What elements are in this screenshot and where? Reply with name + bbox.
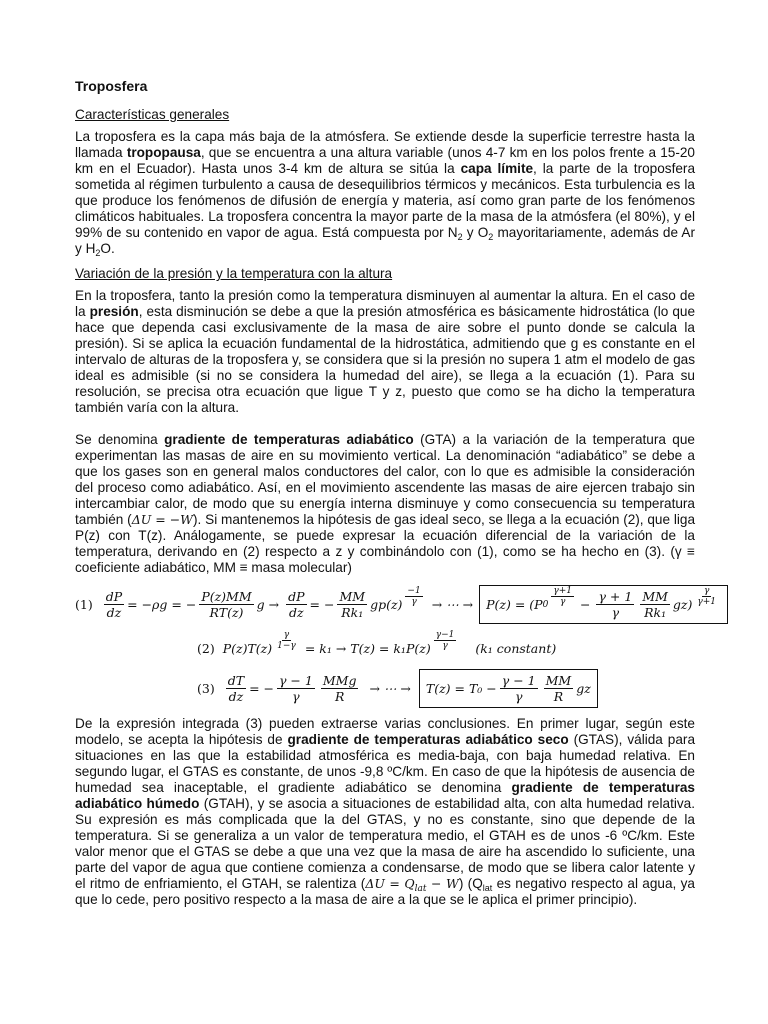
paragraph-general: La troposfera es la capa más baja de la atmósfera. Se extiende desde la superficie terrestre hasta la llamada tropopausa, que se encuentra a una altura variable (unos 4-7 km en los polos frente a 15-20 km en el Ecuador). Hasta unos 3-4 km de altura se sitúa la capa límite, la parte de la troposfera sometida al régimen turbulento a causa de desequilibrios térmicos y mecánicos. Esta turbulencia es la que produce los fenómenos de difusión de energía y materia, así como gran parte de los fenómenos climáticos habituales. La troposfera concentra la mayor parte de la masa de la atmósfera (el 80%), y el 99% de su contenido en vapor de agua. Está compuesta por $N_2$ y $O_2$ mayoritariamente, además de Ar y $H_2O$. bbox=[75, 129, 696, 258]
equation-1-result-box: P(z) = (P 0 $\frac{\gamma+1}{\gamma}$ − $\frac{\gamma + 1}{\gamma}$ $\frac{MM}{\text{Rk₁}}$ gz) $\frac{\gamma}{\gamma+1}$ bbox=[479, 585, 728, 624]
equation-3-result-box: T(z) = T₀ − $\frac{\gamma - 1}{\gamma}$ $\frac{MM}{R}$ gz bbox=[419, 669, 598, 708]
section-heading-general: Características generales bbox=[75, 107, 230, 122]
paragraph-pressure: En la troposfera, tanto la presión como la temperatura disminuyen al aumentar la altura. En el caso de la presión, esta disminución se debe a que la presión atmosférica es básicamente hidrostática (lo que hace que dependa casi exclusivamente de la masa de aire sobre el punto donde se calcula la presión). Si se aplica la ecuación fundamental de la hidrostática, admitiendo que g es constante en el intervalo de alturas de la troposfera y, se considera que si la presión no supera 1 atm el modelo de gas ideal es admisible (si no se considera la humedad del aire), se llega a la ecuación (1). Para su resolución, se precisa otra ecuación que ligue T y z, puesto que como se ha dicho la temperatura también varía con la altura. bbox=[75, 288, 696, 415]
section-heading-pressure-temperature: Variación de la presión y la temperatura con la altura bbox=[75, 266, 393, 281]
equation-3: (3) $\frac{dT}{dz}$ = − $\frac{\gamma - 1}{\gamma}$ $\frac{\text{MMg}}{R}$ → ⋯ → T(z) = T₀ − $\frac{\gamma - 1}{\gamma}$ $\frac{MM}{R}$ gz bbox=[197, 669, 695, 708]
page-title: Troposfera bbox=[75, 78, 148, 94]
document-page bbox=[75, 68, 717, 917]
equation-1: (1) $\frac{dP}{dz}$ = −ρg = − $\frac{P(z)MM}{RT(z)}$ g → $\frac{dP}{dz}$ = − $\frac{MM}{\text{Rk₁}}$ gp(z) $\frac{-1}{\gamma}$ → ⋯ → P(z) = (P 0 $\frac{\gamma+1}{\gamma}$ − $\frac{\gamma + 1}{\gamma}$ $\frac{MM}{\text{Rk₁}}$ gz) $\frac{\gamma}{\gamma+1}$ bbox=[75, 585, 695, 624]
paragraph-adiabatic: Se denomina gradiente de temperaturas adiabático (GTA) a la variación de la temperatura que experimentan las masas de aire en su movimiento vertical. La denominación “adiabático” se debe a que los gases son en general malos conductores del calor, con lo que es admisible la consideración del proceso como adiabático. Así, en el movimiento ascendente las masas de aire ejercen trabajo sin intercambiar calor, de modo que su energía interna disminuye y como consecuencia su temperatura también (ΔU = −W). Si mantenemos la hipótesis de gas ideal seco, se llega a la ecuación (2), que liga P(z) con T(z). Análogamente, se puede expresar la ecuación diferencial de la variación de la temperatura, derivando en (2) respecto a z y combinándolo con (1), como se ha hecho en (3). (γ ≡ coeficiente adiabático, MM ≡ masa molecular) bbox=[75, 432, 696, 575]
paragraph-conclusions: De la expresión integrada (3) pueden extraerse varias conclusiones. En primer lugar, según este modelo, se acepta la hipótesis de gradiente de temperaturas adiabático seco (GTAS), válida para situaciones en las que la estabilidad atmosférica es media-baja, con baja humedad relativa. En segundo lugar, el GTAS es constante, de unos -9,8 ºC/km. En caso de que la hipótesis de ausencia de humedad sea inaceptable, el gradiente adiabático se denomina gradiente de temperaturas adiabático húmedo (GTAH), y se asocia a situaciones de estabilidad alta, con alta humedad relativa. Su expresión es más complicada que la del GTAS, y no es constante, sino que depende de la temperatura. Si se generaliza a un valor de temperatura medio, el GTAH es de unos -6 ºC/km. Este valor menor que el GTAS se debe a que una vez que la masa de aire ha ascendido lo suficiente, una parte del vapor de agua que contiene comienza a condensarse, de modo que se libera calor latente y el ritmo de enfriamiento, el GTAH, se ralentiza $(\Delta U = Q_{lat} - W)$ ($Q_{lat}$ es negativo respecto al agua, ya que lo cede, pero positivo respecto a la masa de aire a la que se le aplica el primer principio). bbox=[75, 716, 696, 907]
equation-2: (2) P(z)T(z) $\frac{\gamma}{1-\gamma}$ = k₁ → T(z) = k₁P(z) $\frac{\gamma-1}{\gamma}$ (k₁ constant) bbox=[197, 630, 557, 656]
